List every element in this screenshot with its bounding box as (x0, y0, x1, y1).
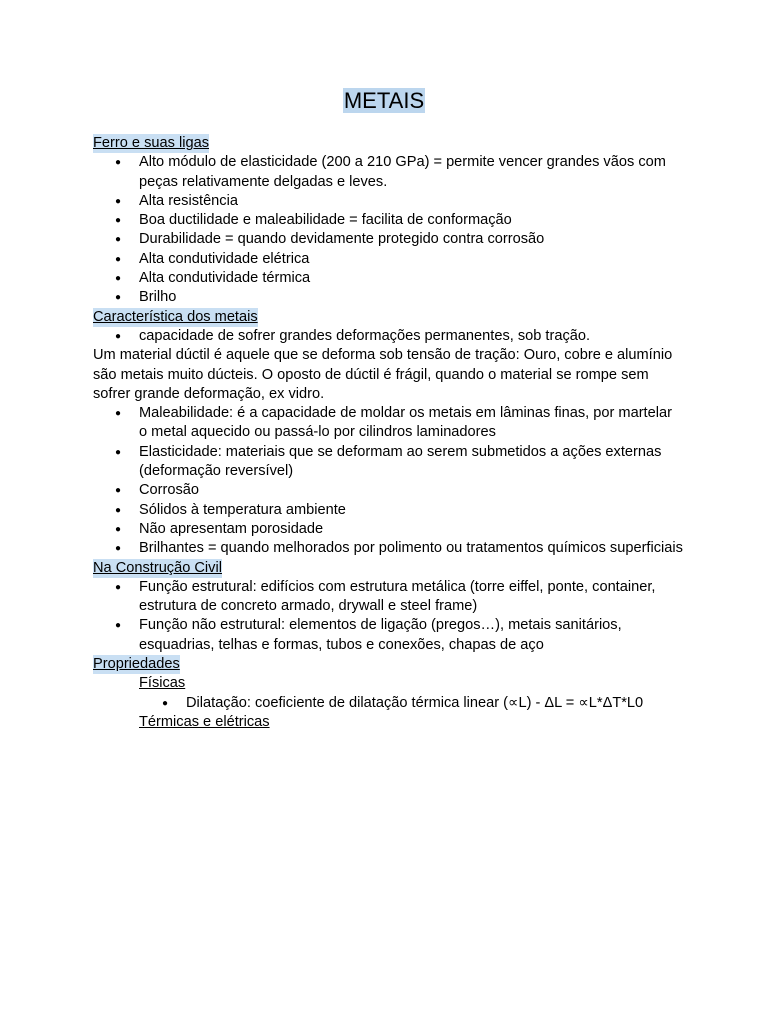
heading-ferro: Ferro e suas ligas (93, 134, 209, 153)
document-title: METAIS (343, 88, 425, 113)
list-item: ● Alta resistência (93, 192, 683, 211)
list-ferro (93, 153, 683, 307)
list-item: ● Dilatação: coeficiente de dilatação térmica linear (∝L) - ΔL = ∝L*ΔT*L0 (93, 694, 683, 713)
list-caracteristica (93, 327, 683, 346)
list-item: ● Brilho (93, 288, 683, 307)
heading-construcao: Na Construção Civil (93, 559, 222, 578)
list-item: ● Durabilidade = quando devidamente protegido contra corrosão (93, 230, 683, 249)
list-item: ● Não apresentam porosidade (93, 520, 683, 539)
subheading-termicas: Térmicas e elétricas (139, 713, 270, 730)
list-item: ● Sólidos à temperatura ambiente (93, 501, 683, 520)
list-fisicas (93, 694, 683, 713)
document-body (93, 134, 683, 732)
list-item: ● Alto módulo de elasticidade (200 a 210 GPa) = permite vencer grandes vãos com peças relativamente delgadas e leves. (93, 153, 683, 192)
list-item: ● Alta condutividade elétrica (93, 250, 683, 269)
heading-caracteristica: Característica dos metais (93, 308, 258, 327)
list-construcao (93, 578, 683, 655)
list-caracteristica-2 (93, 404, 683, 558)
list-item: ● capacidade de sofrer grandes deformações permanentes, sob tração. (93, 327, 683, 346)
list-item: ● Função não estrutural: elementos de ligação (pregos…), metais sanitários, esquadrias, telhas e formas, tubos e conexões, chapas de aço (93, 616, 683, 655)
heading-propriedades: Propriedades (93, 655, 180, 674)
list-item: ● Alta condutividade térmica (93, 269, 683, 288)
subheading-fisicas: Físicas (139, 675, 186, 692)
list-item: ● Maleabilidade: é a capacidade de moldar os metais em lâminas finas, por martelar o metal aquecido ou passá-lo por cilindros laminadores (93, 404, 683, 443)
list-item: ● Boa ductilidade e maleabilidade = facilita de conformação (93, 211, 683, 230)
list-item: ● Elasticidade: materiais que se deformam ao serem submetidos a ações externas (deformação reversível) (93, 443, 683, 482)
list-item: ● Corrosão (93, 481, 683, 500)
list-item: ● Brilhantes = quando melhorados por polimento ou tratamentos químicos superficiais (93, 539, 683, 558)
paragraph-ductil: Um material dúctil é aquele que se deforma sob tensão de tração: Ouro, cobre e alumínio são metais muito dúcteis. O oposto de dúctil é frágil, quando o material se rompe sem sofrer grande deformação, ex vidro. (93, 347, 673, 402)
list-item: ● Função estrutural: edifícios com estrutura metálica (torre eiffel, ponte, container, estrutura de concreto armado, drywall e steel frame) (93, 578, 683, 617)
